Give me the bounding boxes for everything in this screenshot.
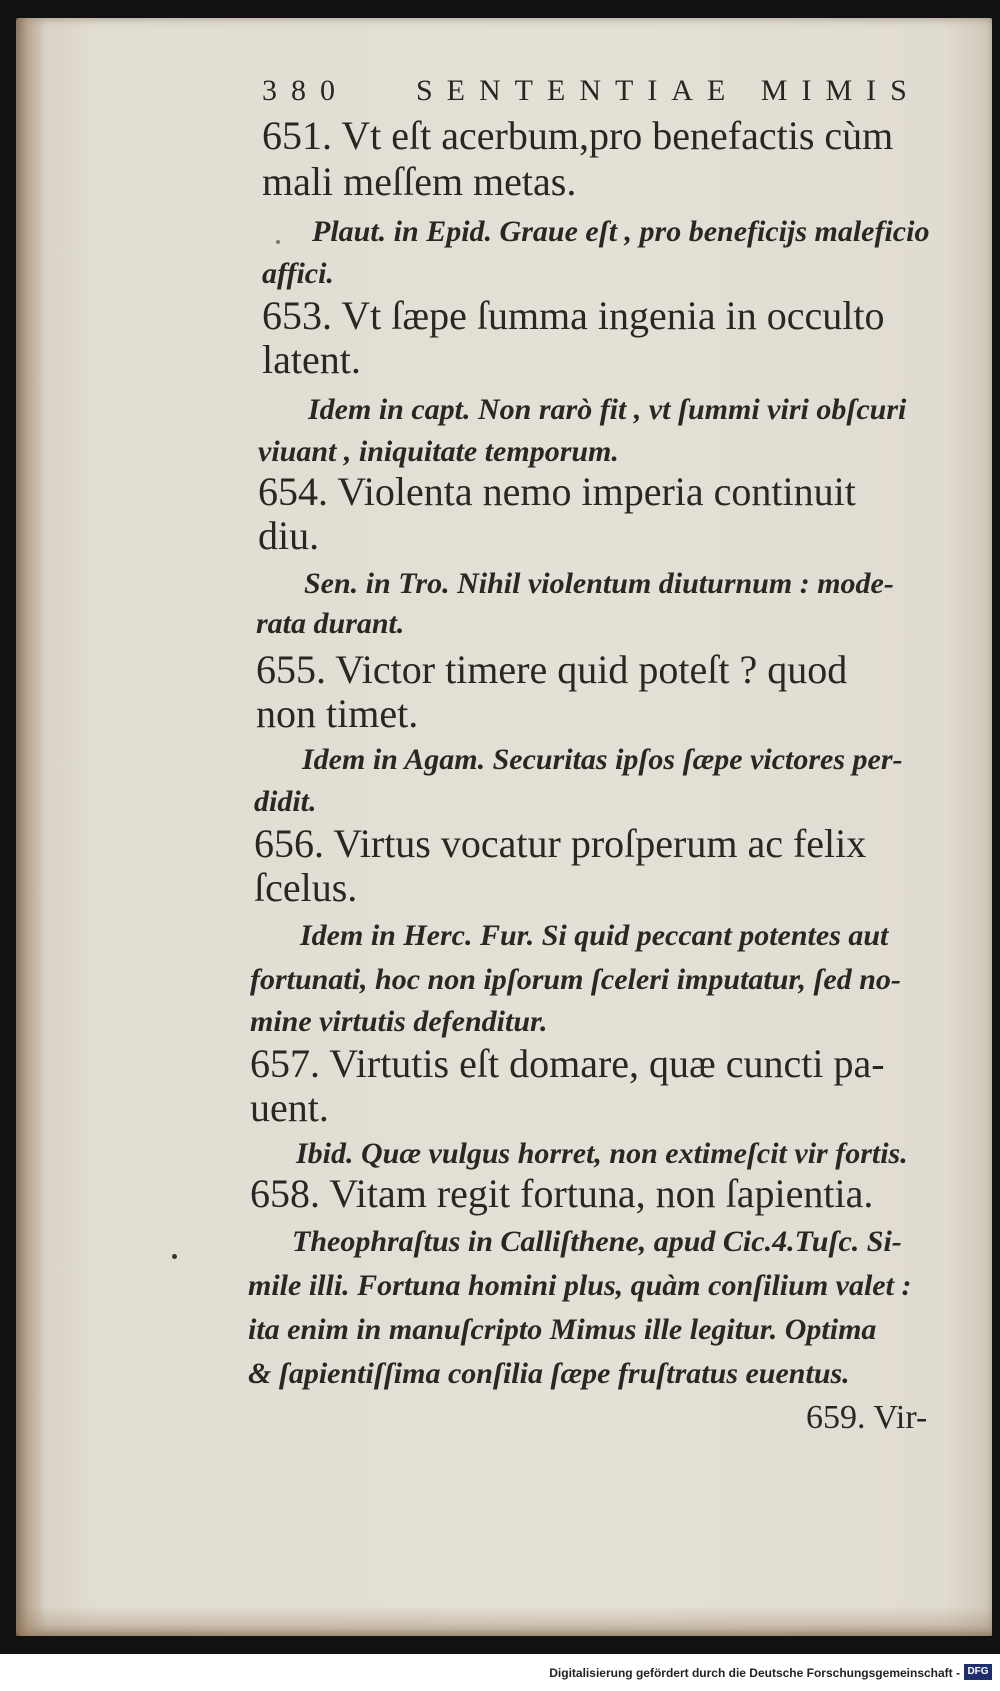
commentary-656-line-1: Idem in Herc. Fur. Si quid peccant potentes aut [300, 919, 889, 952]
entry-653-line-1: 653. Vt ſæpe ſumma ingenia in occulto [262, 293, 885, 338]
catchword: 659. Vir- [806, 1399, 928, 1436]
entry-654-line-2: diu. [258, 513, 320, 558]
entry-658-line-1: 658. Vitam regit fortuna, non ſapientia. [250, 1171, 874, 1216]
commentary-653-line-1: Idem in capt. Non rarò fit , vt ſummi viri obſcuri [308, 393, 907, 426]
commentary-654-line-2: rata durant. [256, 607, 405, 640]
entry-654-line-1: 654. Violenta nemo imperia continuit [258, 469, 856, 514]
entry-651-line-1: 651. Vt eſt acerbum,pro benefactis cùm [262, 113, 894, 158]
entry-657-line-2: uent. [250, 1085, 329, 1130]
dfg-logo: DFG [964, 1664, 992, 1680]
ink-speck [172, 1254, 177, 1259]
commentary-658-line-3: ita enim in manuſcripto Mimus ille legitur. Optima [248, 1313, 877, 1346]
running-title: SENTENTIAE MIMIS [416, 74, 921, 107]
entry-656-line-2: ſcelus. [254, 865, 358, 910]
funding-credit: Digitalisierung gefördert durch die Deutsche Forschungsgemeinschaft - [549, 1666, 960, 1680]
running-head [262, 74, 942, 108]
commentary-658-line-4: & ſapientiſſima conſilia ſæpe fruſtratus euentus. [248, 1357, 850, 1390]
commentary-656-line-2: fortunati, hoc non ipſorum ſceleri imputatur, ſed no- [250, 963, 901, 996]
commentary-658-line-2: mile illi. Fortuna homini plus, quàm conſilium valet : [248, 1269, 912, 1302]
commentary-656-line-3: mine virtutis defenditur. [250, 1005, 548, 1038]
commentary-658-line-1: Theophraſtus in Calliſthene, apud Cic.4.Tuſc. Si- [292, 1225, 902, 1258]
entry-653-line-2: latent. [262, 337, 361, 382]
commentary-655-line-2: didit. [254, 785, 317, 818]
ink-speck [276, 240, 280, 244]
digitization-footer [0, 1654, 1000, 1691]
commentary-651-line-1: Plaut. in Epid. Graue eſt , pro beneficijs maleficio [312, 215, 930, 248]
entry-655-line-1: 655. Victor timere quid poteſt ? quod [256, 647, 848, 692]
entry-655-line-2: non timet. [256, 691, 419, 736]
commentary-657-line-1: Ibid. Quæ vulgus horret, non extimeſcit vir fortis. [296, 1137, 908, 1170]
entry-656-line-1: 656. Virtus vocatur proſperum ac felix [254, 821, 867, 866]
page-number: 380 [262, 74, 349, 107]
entry-657-line-1: 657. Virtutis eſt domare, quæ cuncti pa- [250, 1041, 885, 1086]
commentary-655-line-1: Idem in Agam. Securitas ipſos ſæpe victores per- [302, 743, 903, 776]
entry-651-line-2: mali meſſem metas. [262, 159, 577, 204]
commentary-653-line-2: viuant , iniquitate temporum. [258, 435, 619, 468]
commentary-651-line-2: affici. [262, 257, 334, 290]
commentary-654-line-1: Sen. in Tro. Nihil violentum diuturnum : mode- [304, 567, 894, 600]
